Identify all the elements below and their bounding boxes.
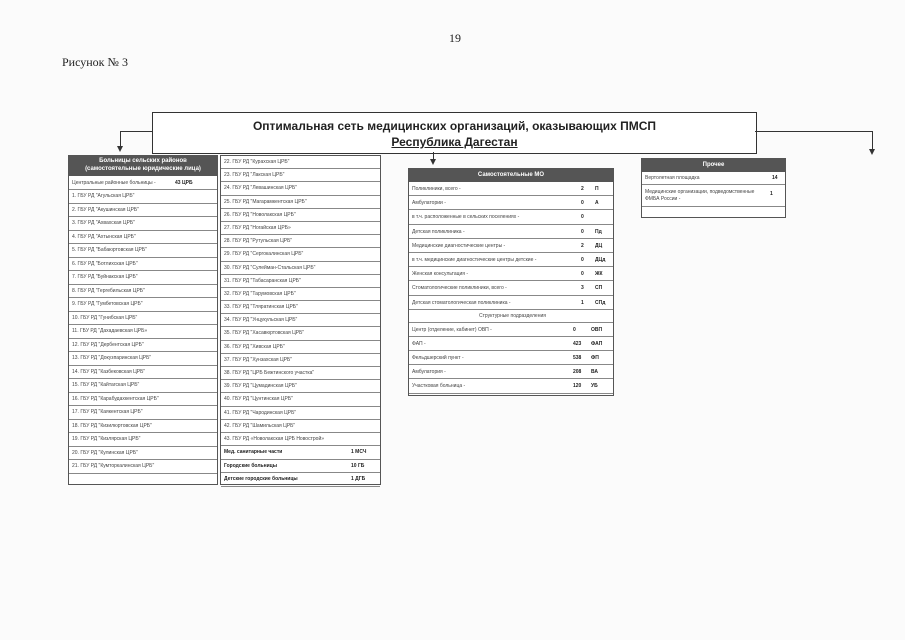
rural-hospital-item-label: 31. ГБУ РД "Табасаранская ЦРБ": [224, 277, 301, 284]
rural-hospital-item-label: 42. ГБУ РД "Шамильская ЦРБ": [224, 422, 296, 429]
rural-hospital-item: [69, 312, 217, 326]
connector-left-h: [120, 131, 152, 132]
rural-hospital-item: [69, 325, 217, 339]
rural-hospital-item: [221, 262, 380, 275]
other-box: [641, 158, 786, 218]
arrow-mid: [430, 159, 436, 165]
independent-mo-row-value: 0: [581, 271, 584, 278]
rural-hospital-item-label: 35. ГБУ РД "Хасавюртовская ЦРБ": [224, 330, 305, 337]
rural-hospital-item: [221, 169, 380, 182]
title-box: [152, 112, 757, 154]
rural-hospital-list: [69, 190, 217, 474]
independent-mo-row-code: П: [595, 186, 599, 192]
independent-mo-row-code: СПд: [595, 299, 606, 306]
rural-hospital-item: [221, 222, 380, 235]
other-header: Прочее: [642, 159, 785, 172]
city-facility-total-row-label: Городские больницы: [224, 462, 278, 469]
city-facility-total-row: [221, 473, 380, 487]
rural-hospital-item-label: 33. ГБУ РД "Тляратинская ЦРБ": [224, 304, 298, 311]
rural-hospital-item: [69, 298, 217, 312]
rural-hospital-item: [221, 393, 380, 406]
city-facility-total-row-value: 10 ГБ: [351, 462, 365, 469]
rural-hospital-item-label: 22. ГБУ РД "Курахская ЦРБ": [224, 159, 290, 165]
rural-hospital-item-label: 14. ГБУ РД "Казбековская ЦРБ": [72, 368, 146, 375]
rural-hospital-item: [221, 209, 380, 222]
independent-mo-row-label: Женская консультация -: [412, 271, 469, 278]
rural-hospital-item: [221, 156, 380, 169]
independent-mo-row: [409, 253, 613, 267]
independent-mo-row: [409, 267, 613, 281]
rural-hospital-item-label: 28. ГБУ РД "Рутульская ЦРБ": [224, 238, 293, 245]
rural-hospital-item-label: 20. ГБУ РД "Кулинская ЦРБ": [72, 449, 138, 456]
independent-mo-row-label: в т.ч. расположенные в сельских поселениях -: [412, 214, 520, 221]
rural-hospital-item-label: 7. ГБУ РД "Буйнакская ЦРБ": [72, 274, 138, 280]
city-facility-total-row-value: 1 ДГБ: [351, 476, 366, 483]
rural-hospital-item: [69, 204, 217, 218]
city-facility-totals: [221, 446, 380, 487]
independent-mo-row: [409, 239, 613, 253]
rural-hospitals-header: Больницы сельских районов (самостоятельные юридические лица): [69, 156, 217, 176]
other-row: [642, 185, 785, 207]
independent-mo-row-code: ЖК: [595, 271, 603, 278]
city-facility-total-row-label: Детские городские больницы: [224, 476, 298, 483]
rural-hospital-item: [69, 285, 217, 299]
independent-mo-row-code: Пд: [595, 228, 602, 235]
rural-hospital-item-label: 36. ГБУ РД "Хивская ЦРБ": [224, 343, 285, 350]
rural-hospital-item: [69, 460, 217, 474]
rural-hospital-item: [221, 367, 380, 380]
rural-hospital-item: [221, 327, 380, 340]
other-row: [642, 172, 785, 185]
independent-mo-box: [408, 168, 614, 396]
independent-mo-row: [409, 296, 613, 310]
crb-summary-row: [69, 176, 217, 190]
structural-unit-row-label: Участковая больница -: [412, 383, 466, 390]
connector-left-v: [120, 131, 121, 147]
rural-hospital-item-label: 32. ГБУ РД "Тарумовская ЦРБ": [224, 290, 296, 297]
rural-hospital-item: [69, 339, 217, 353]
rural-hospital-item: [221, 341, 380, 354]
rural-hospital-item-label: 40. ГБУ РД "Цунтинская ЦРБ": [224, 396, 293, 403]
title-line-2: Республика Дагестан: [391, 135, 518, 149]
city-facility-total-row-value: 1 МСЧ: [351, 449, 367, 456]
rural-hospital-item: [221, 380, 380, 393]
rural-hospital-item: [69, 271, 217, 285]
rural-hospital-item-label: 21. ГБУ РД "Кумторкалинская ЦРБ": [72, 463, 155, 469]
rural-hospital-item-label: 43. ГБУ РД «Новолакская ЦРБ Новострой»: [224, 435, 325, 442]
rural-hospital-item-label: 23. ГБУ РД "Лакская ЦРБ": [224, 172, 285, 179]
rural-hospital-item: [221, 248, 380, 261]
independent-mo-row-value: 0: [581, 228, 584, 235]
structural-unit-row-value: 423: [573, 340, 582, 347]
rural-hospital-item-label: 12. ГБУ РД "Дербентская ЦРБ": [72, 341, 144, 348]
independent-mo-row-code: СП: [595, 285, 603, 292]
rural-hospitals-continued-box: [220, 155, 381, 485]
rural-hospital-item-label: 15. ГБУ РД "Кайтагская ЦРБ": [72, 382, 140, 388]
independent-mo-row-value: 0: [581, 256, 584, 263]
rural-hospital-item-label: 26. ГБУ РД "Новолакская ЦРБ": [224, 211, 296, 218]
rural-hospital-item-label: 1. ГБУ РД "Агульская ЦРБ": [72, 193, 135, 199]
structural-unit-row-label: Центр (отделение, кабинет) ОВП -: [412, 326, 492, 333]
city-facility-total-row: [221, 446, 380, 460]
rural-hospital-item: [69, 231, 217, 245]
rural-hospital-item-label: 34. ГБУ РД "Унцукульская ЦРБ": [224, 317, 298, 324]
rural-hospital-item: [69, 406, 217, 420]
rural-hospital-item-label: 11. ГБУ РД "Дахадаевская ЦРБ»: [72, 328, 148, 334]
rural-hospital-list-continued: [221, 156, 380, 446]
rural-hospital-item-label: 10. ГБУ РД "Гунибская ЦРБ": [72, 314, 138, 321]
rural-hospital-item-label: 29. ГБУ РД "Сергокалинская ЦРБ": [224, 251, 304, 258]
structural-unit-row: [409, 351, 613, 365]
rural-hospital-item-label: 9. ГБУ РД "Гумбетовская ЦРБ": [72, 301, 143, 307]
rural-hospital-item-label: 39. ГБУ РД "Цумадинская ЦРБ": [224, 383, 297, 390]
rural-hospital-item-label: 5. ГБУ РД "Бабаюртовская ЦРБ": [72, 247, 147, 253]
rural-hospital-item: [69, 420, 217, 434]
structural-unit-row-label: Амбулатория -: [412, 369, 446, 376]
page-number: 19: [449, 31, 461, 45]
rural-hospital-item-label: 27. ГБУ РД "Ногайская ЦРБ»: [224, 224, 291, 231]
independent-mo-row-label: Детская поликлиника -: [412, 228, 465, 235]
structural-unit-row-label: Фельдшерский пункт -: [412, 355, 464, 362]
rural-hospital-item: [221, 182, 380, 195]
structural-unit-row-code: УБ: [591, 383, 598, 390]
other-row-value: 14: [772, 175, 778, 181]
rural-hospital-item: [69, 393, 217, 407]
independent-mo-row-label: Детская стоматологическая поликлиника -: [412, 299, 511, 306]
rural-hospitals-box: [68, 155, 218, 485]
rural-hospital-item-label: 18. ГБУ РД "Кизилюртовская ЦРБ": [72, 422, 152, 429]
rural-hospital-item: [221, 275, 380, 288]
rural-hospital-item: [221, 288, 380, 301]
rural-hospital-item-label: 3. ГБУ РД "Ахвахская ЦРБ": [72, 220, 135, 226]
independent-mo-row-code: ДЦ: [595, 242, 603, 249]
independent-mo-row-label: Стоматологические поликлиники, всего -: [412, 285, 507, 292]
independent-mo-header: Самостоятельные МО: [409, 169, 613, 182]
structural-unit-row-code: ОВП: [591, 326, 603, 333]
rural-hospital-item: [69, 433, 217, 447]
independent-mo-row-code: ДЦд: [595, 256, 606, 263]
independent-mo-row-label: Амбулатории -: [412, 200, 446, 207]
independent-mo-row-value: 2: [581, 242, 584, 249]
rural-hospital-item: [221, 314, 380, 327]
crb-summary-label: Центральные районные больницы -: [72, 180, 156, 186]
independent-mo-list: [409, 182, 613, 310]
other-list: [642, 172, 785, 207]
rural-hospital-item: [69, 447, 217, 461]
structural-unit-row-value: 208: [573, 369, 582, 376]
rural-hospital-item-label: 38. ГБУ РД "ЦРБ Бежтинского участка": [224, 370, 315, 376]
rural-hospital-item: [221, 354, 380, 367]
structural-unit-row: [409, 323, 613, 337]
structural-unit-row-code: ФП: [591, 355, 599, 362]
structural-unit-row: [409, 379, 613, 393]
rural-hospital-item-label: 19. ГБУ РД "Кизлярская ЦРБ": [72, 436, 141, 442]
rural-hospital-item-label: 41. ГБУ РД "Чародинская ЦРБ": [224, 409, 297, 416]
rural-hospital-item-label: 37. ГБУ РД "Хунзахская ЦРБ": [224, 356, 293, 363]
rural-hospital-item: [69, 217, 217, 231]
structural-unit-row-value: 0: [573, 326, 576, 333]
rural-hospital-item: [69, 366, 217, 380]
rural-hospital-item-label: 8. ГБУ РД "Гергебильская ЦРБ": [72, 287, 145, 294]
structural-unit-row: [409, 365, 613, 379]
independent-mo-row-label: Поликлиники, всего -: [412, 186, 461, 192]
independent-mo-row: [409, 210, 613, 224]
rural-hospital-item: [221, 420, 380, 433]
rural-hospital-item: [69, 379, 217, 393]
independent-mo-row-label: Медицинские диагностические центры -: [412, 242, 506, 249]
connector-right-v: [872, 131, 873, 150]
rural-hospital-item: [221, 407, 380, 420]
structural-unit-row: [409, 337, 613, 351]
independent-mo-row: [409, 225, 613, 239]
structural-unit-row-code: ФАП: [591, 340, 603, 347]
rural-hospital-item: [69, 190, 217, 204]
independent-mo-row-label: в т.ч. медицинские диагностические центры детские -: [412, 256, 537, 263]
structural-units-subheader: Структурные подразделения: [409, 310, 613, 323]
rural-hospital-item: [69, 244, 217, 258]
rural-hospital-item: [69, 258, 217, 272]
independent-mo-row-value: 0: [581, 200, 584, 207]
crb-summary-value: 43 ЦРБ: [175, 180, 193, 186]
figure-label: Рисунок № 3: [62, 55, 128, 69]
structural-unit-row-code: ВА: [591, 369, 598, 376]
rural-hospital-item-label: 4. ГБУ РД "Ахтынская ЦРБ": [72, 233, 136, 240]
rural-hospital-item-label: 2. ГБУ РД "Акушинская ЦРБ": [72, 206, 139, 213]
arrow-left: [117, 146, 123, 152]
structural-units-list: [409, 323, 613, 394]
rural-hospital-item-label: 17. ГБУ РД "Каякентская ЦРБ": [72, 409, 143, 415]
rural-hospital-item: [69, 352, 217, 366]
independent-mo-row-code: А: [595, 200, 599, 207]
city-facility-total-row: [221, 460, 380, 474]
structural-unit-row-value: 538: [573, 355, 582, 362]
connector-right-h: [755, 131, 873, 132]
structural-unit-row-value: 120: [573, 383, 582, 390]
rural-hospital-item-label: 30. ГБУ РД "Сулейман-Стальская ЦРБ": [224, 264, 316, 271]
arrow-right: [869, 149, 875, 155]
structural-unit-row-label: ФАП -: [412, 340, 426, 347]
rural-hospital-item-label: 24. ГБУ РД "Левашинская ЦРБ": [224, 185, 298, 192]
independent-mo-row: [409, 281, 613, 295]
rural-hospital-item: [221, 235, 380, 248]
city-facility-total-row-label: Мед. санитарные части: [224, 449, 283, 456]
independent-mo-row: [409, 182, 613, 196]
rural-hospital-item: [221, 433, 380, 446]
independent-mo-row-value: 3: [581, 285, 584, 292]
other-row-label: Медицинские организации, подведомственные ФМБА России -: [645, 189, 755, 202]
independent-mo-row-value: 1: [581, 299, 584, 306]
other-row-label: Вертолетная площадка: [645, 175, 700, 181]
rural-hospital-item-label: 16. ГБУ РД "Карабудахкентская ЦРБ": [72, 395, 159, 402]
other-row-value: 1: [770, 191, 773, 197]
independent-mo-row: [409, 196, 613, 210]
rural-hospital-item-label: 13. ГБУ РД "Докузпаринская ЦРБ": [72, 355, 152, 361]
independent-mo-row-value: 0: [581, 214, 584, 221]
rural-hospital-item-label: 6. ГБУ РД "Ботлихская ЦРБ": [72, 260, 138, 267]
rural-hospital-item: [221, 301, 380, 314]
rural-hospital-item: [221, 196, 380, 209]
rural-hospital-item-label: 25. ГБУ РД "Магарамкентская ЦРБ": [224, 198, 307, 205]
independent-mo-row-value: 2: [581, 186, 584, 192]
title-line-1: Оптимальная сеть медицинских организаций, оказывающих ПМСП: [252, 119, 657, 133]
